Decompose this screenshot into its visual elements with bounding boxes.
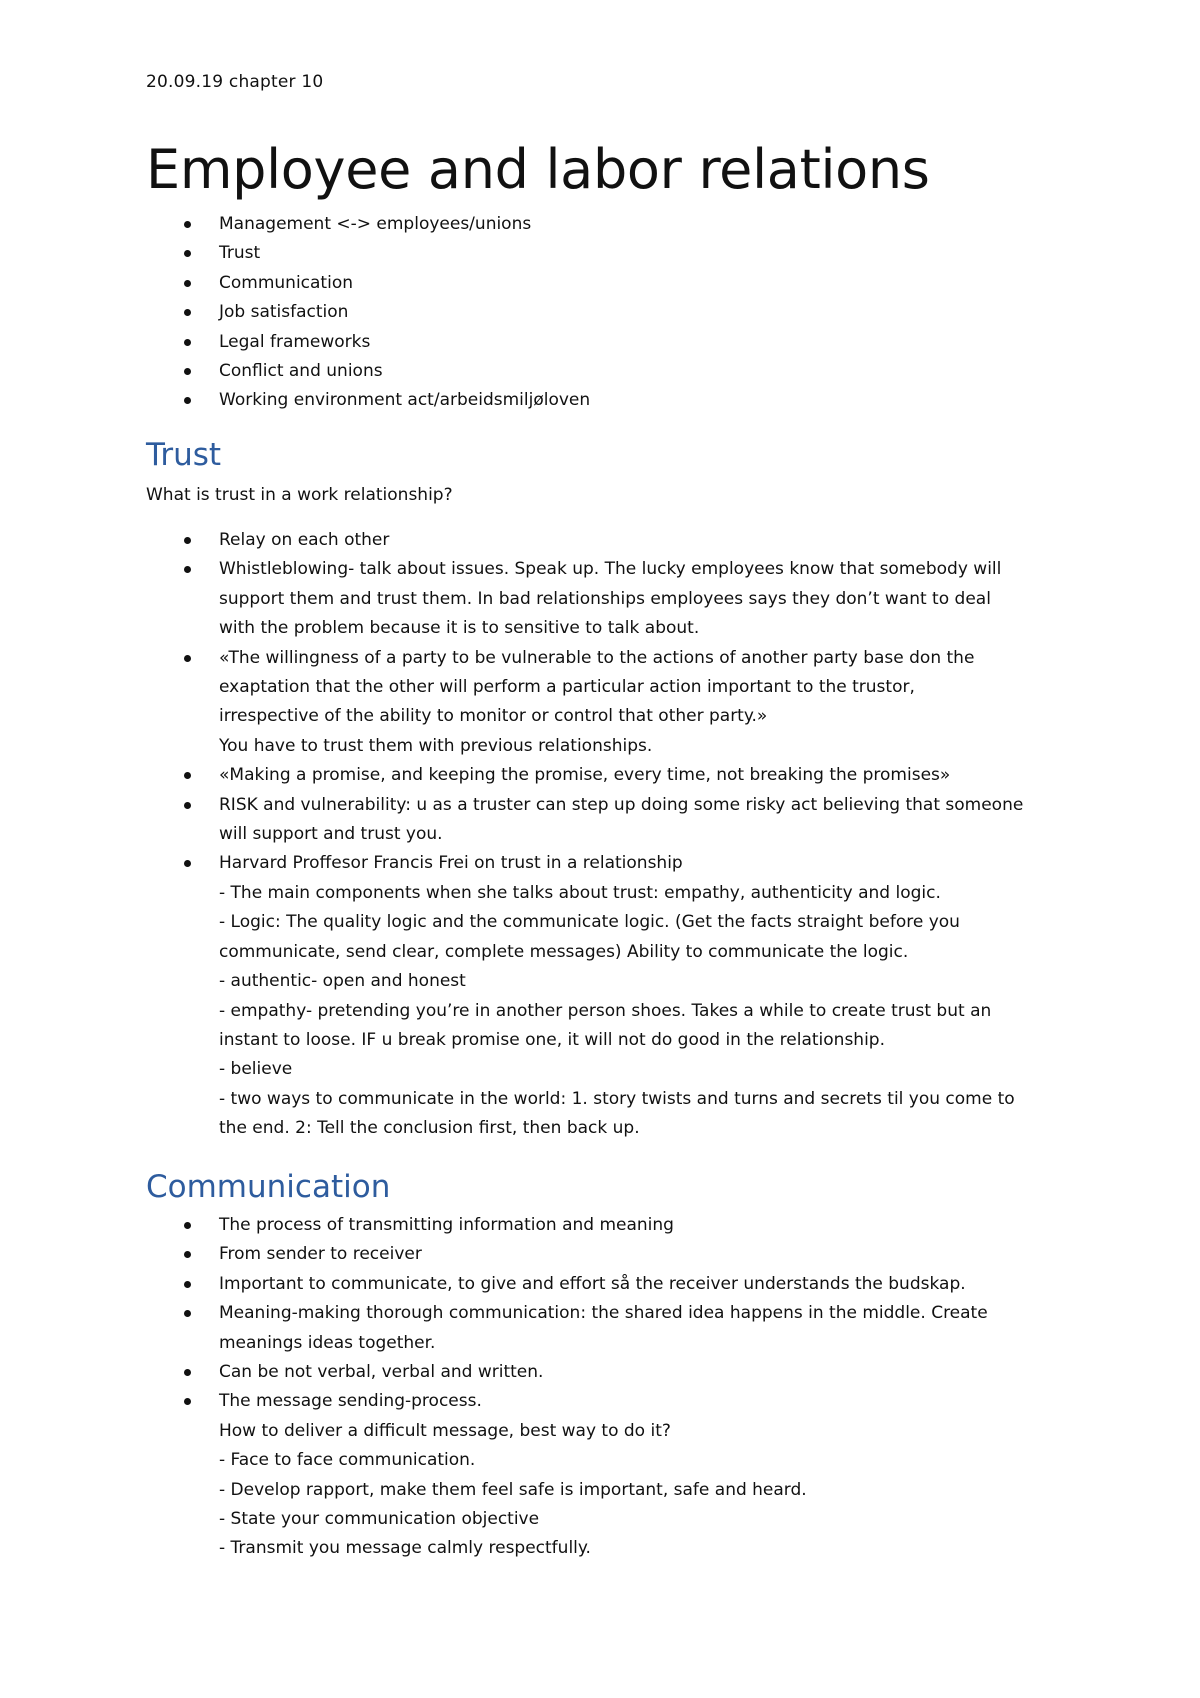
list-item-text: Conflict and unions [219, 361, 383, 382]
trust-item [146, 526, 1066, 555]
date-line: 20.09.19 chapter 10 [146, 72, 324, 92]
list-item-line: How to deliver a difficult message, best way to do it? [219, 1420, 671, 1441]
communication-item [146, 1240, 1066, 1269]
list-item-text: Trust [219, 243, 261, 264]
list-item-text: Working environment act/arbeidsmiljøloven [219, 390, 591, 411]
section-heading-communication: Communication [146, 1169, 391, 1205]
bullet-icon [184, 802, 191, 809]
trust-question: What is trust in a work relationship? [146, 485, 453, 505]
list-item-line: RISK and vulnerability: u as a truster can step up doing some risky act believing that someone [219, 794, 1024, 815]
communication-item [146, 1387, 1066, 1563]
list-item-line: Harvard Proffesor Francis Frei on trust in a relationship [219, 853, 683, 874]
list-item-line: - empathy- pretending you’re in another person shoes. Takes a while to create trust but an [219, 1000, 992, 1021]
communication-item [146, 1299, 1066, 1358]
list-item-line: - believe [219, 1059, 293, 1080]
topic-item [146, 239, 1066, 268]
section-heading-trust: Trust [146, 437, 222, 473]
list-item-line: support them and trust them. In bad relationships employees says they don’t want to deal [219, 588, 991, 609]
list-item-line: will support and trust you. [219, 824, 443, 845]
trust-item [146, 791, 1066, 850]
bullet-icon [184, 309, 191, 316]
list-item-line: - Transmit you message calmly respectfully. [219, 1538, 591, 1559]
list-item-text: Communication [219, 272, 353, 293]
topic-item [146, 298, 1066, 327]
list-item-line: - Logic: The quality logic and the communicate logic. (Get the facts straight before you [219, 912, 960, 933]
topic-item [146, 357, 1066, 386]
topic-item [146, 328, 1066, 357]
list-item-text: Job satisfaction [219, 302, 349, 323]
bullet-icon [184, 221, 191, 228]
bullet-icon [184, 280, 191, 287]
topic-item [146, 269, 1066, 298]
communication-list [146, 1211, 1066, 1564]
list-item-line: communicate, send clear, complete messages) Ability to communicate the logic. [219, 941, 909, 962]
list-item-line: - Develop rapport, make them feel safe is important, safe and heard. [219, 1479, 807, 1500]
list-item-line: Important to communicate, to give and effort så the receiver understands the budskap. [219, 1273, 966, 1294]
communication-item [146, 1211, 1066, 1240]
trust-item [146, 761, 1066, 790]
list-item-line: «Making a promise, and keeping the promise, every time, not breaking the promises» [219, 765, 951, 786]
list-item-line: Relay on each other [219, 530, 390, 550]
bullet-icon [184, 566, 191, 573]
list-item-line: - State your communication objective [219, 1509, 540, 1530]
list-item-line: instant to loose. IF u break promise one, it will not do good in the relationship. [219, 1029, 885, 1050]
list-item-line: The message sending-process. [219, 1391, 482, 1412]
bullet-icon [184, 772, 191, 779]
bullet-icon [184, 1251, 191, 1258]
communication-item [146, 1270, 1066, 1299]
bullet-icon [184, 655, 191, 662]
trust-list [146, 526, 1066, 1144]
trust-item [146, 644, 1066, 762]
list-item-line: - The main components when she talks about trust: empathy, authenticity and logic. [219, 882, 941, 903]
bullet-icon [184, 368, 191, 375]
bullet-icon [184, 339, 191, 346]
bullet-icon [184, 250, 191, 257]
list-item-line: You have to trust them with previous relationships. [219, 735, 653, 756]
bullet-icon [184, 1222, 191, 1229]
list-item-line: - two ways to communicate in the world: 1. story twists and turns and secrets til you come to [219, 1088, 1015, 1109]
list-item-line: Can be not verbal, verbal and written. [219, 1362, 544, 1383]
list-item-line: The process of transmitting information and meaning [219, 1215, 674, 1235]
list-item-line: From sender to receiver [219, 1244, 422, 1265]
bullet-icon [184, 860, 191, 867]
list-item-line: with the problem because it is to sensitive to talk about. [219, 618, 700, 639]
topic-list [146, 210, 1066, 416]
list-item-line: meanings ideas together. [219, 1332, 436, 1353]
list-item-text: Legal frameworks [219, 331, 371, 352]
bullet-icon [184, 1310, 191, 1317]
page-title: Employee and labor relations [146, 138, 930, 201]
list-item-line: - Face to face communication. [219, 1450, 476, 1471]
list-item-line: - authentic- open and honest [219, 971, 466, 992]
list-item-line: irrespective of the ability to monitor or control that other party.» [219, 706, 768, 727]
topic-item [146, 210, 1066, 239]
list-item-line: Meaning-making thorough communication: the shared idea happens in the middle. Create [219, 1303, 988, 1324]
topic-item [146, 386, 1066, 415]
list-item-line: exaptation that the other will perform a particular action important to the trustor, [219, 677, 915, 698]
list-item-line: the end. 2: Tell the conclusion first, then back up. [219, 1118, 640, 1139]
bullet-icon [184, 397, 191, 404]
list-item-line: «The willingness of a party to be vulnerable to the actions of another party base don the [219, 647, 975, 668]
bullet-icon [184, 537, 191, 544]
bullet-icon [184, 1281, 191, 1288]
bullet-icon [184, 1369, 191, 1376]
trust-item [146, 849, 1066, 1143]
bullet-icon [184, 1398, 191, 1405]
list-item-text: Management <-> employees/unions [219, 214, 532, 234]
trust-item [146, 555, 1066, 643]
communication-item [146, 1358, 1066, 1387]
list-item-line: Whistleblowing- talk about issues. Speak up. The lucky employees know that somebody will [219, 559, 1002, 580]
